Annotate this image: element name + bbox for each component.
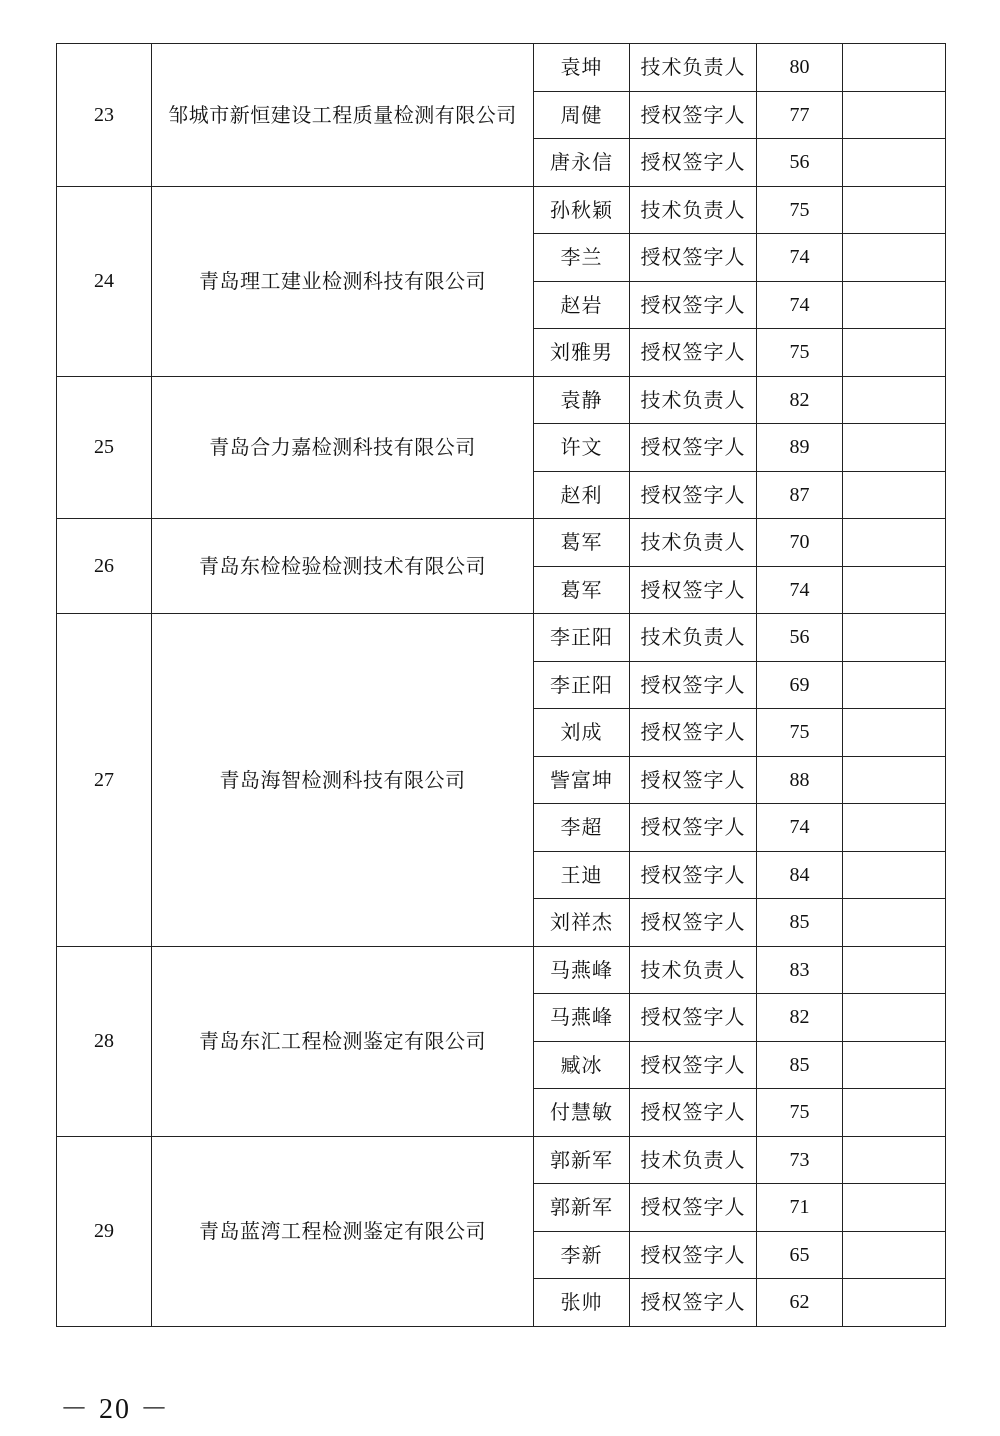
remark-cell [843, 1231, 946, 1279]
person-score: 56 [757, 614, 843, 662]
person-name: 臧冰 [534, 1041, 630, 1089]
person-name: 张帅 [534, 1279, 630, 1327]
person-name: 李正阳 [534, 661, 630, 709]
person-role: 技术负责人 [630, 376, 757, 424]
table-row [57, 1136, 946, 1184]
person-role: 授权签字人 [630, 709, 757, 757]
person-name: 訾富坤 [534, 756, 630, 804]
person-score: 75 [757, 709, 843, 757]
person-name: 王迪 [534, 851, 630, 899]
person-score: 56 [757, 139, 843, 187]
table-row [57, 519, 946, 567]
person-score: 62 [757, 1279, 843, 1327]
person-role: 授权签字人 [630, 851, 757, 899]
person-name: 赵岩 [534, 281, 630, 329]
table-row [57, 186, 946, 234]
person-role: 授权签字人 [630, 139, 757, 187]
group-number: 25 [57, 376, 152, 519]
remark-cell [843, 946, 946, 994]
person-name: 刘祥杰 [534, 899, 630, 947]
remark-cell [843, 329, 946, 377]
group-number: 29 [57, 1136, 152, 1326]
person-role: 授权签字人 [630, 471, 757, 519]
person-name: 郭新军 [534, 1136, 630, 1184]
remark-cell [843, 519, 946, 567]
person-role: 授权签字人 [630, 424, 757, 472]
person-score: 83 [757, 946, 843, 994]
person-role: 授权签字人 [630, 566, 757, 614]
person-score: 89 [757, 424, 843, 472]
table-row [57, 614, 946, 662]
company-name: 青岛东汇工程检测鉴定有限公司 [152, 946, 534, 1136]
remark-cell [843, 186, 946, 234]
person-score: 65 [757, 1231, 843, 1279]
person-score: 74 [757, 281, 843, 329]
person-name: 李正阳 [534, 614, 630, 662]
person-role: 技术负责人 [630, 946, 757, 994]
remark-cell [843, 614, 946, 662]
person-role: 授权签字人 [630, 756, 757, 804]
remark-cell [843, 1041, 946, 1089]
remark-cell [843, 899, 946, 947]
remark-cell [843, 471, 946, 519]
remark-cell [843, 851, 946, 899]
person-role: 技术负责人 [630, 519, 757, 567]
person-name: 李兰 [534, 234, 630, 282]
person-score: 80 [757, 44, 843, 92]
person-name: 周健 [534, 91, 630, 139]
person-score: 85 [757, 1041, 843, 1089]
person-name: 唐永信 [534, 139, 630, 187]
remark-cell [843, 44, 946, 92]
person-name: 马燕峰 [534, 994, 630, 1042]
person-score: 74 [757, 234, 843, 282]
person-score: 88 [757, 756, 843, 804]
group-number: 27 [57, 614, 152, 947]
remark-cell [843, 709, 946, 757]
person-role: 技术负责人 [630, 1136, 757, 1184]
person-role: 授权签字人 [630, 1089, 757, 1137]
person-score: 82 [757, 994, 843, 1042]
remark-cell [843, 804, 946, 852]
person-name: 郭新军 [534, 1184, 630, 1232]
person-score: 75 [757, 186, 843, 234]
person-role: 授权签字人 [630, 234, 757, 282]
remark-cell [843, 1136, 946, 1184]
table-row [57, 946, 946, 994]
person-score: 69 [757, 661, 843, 709]
group-number: 28 [57, 946, 152, 1136]
person-role: 授权签字人 [630, 899, 757, 947]
company-name: 青岛东检检验检测技术有限公司 [152, 519, 534, 614]
person-score: 77 [757, 91, 843, 139]
person-name: 袁坤 [534, 44, 630, 92]
person-name: 李超 [534, 804, 630, 852]
person-name: 孙秋颖 [534, 186, 630, 234]
company-name: 邹城市新恒建设工程质量检测有限公司 [152, 44, 534, 187]
person-name: 马燕峰 [534, 946, 630, 994]
person-name: 刘雅男 [534, 329, 630, 377]
person-name: 袁静 [534, 376, 630, 424]
remark-cell [843, 566, 946, 614]
person-score: 73 [757, 1136, 843, 1184]
results-table [56, 43, 946, 1327]
table-row [57, 44, 946, 92]
person-score: 75 [757, 1089, 843, 1137]
remark-cell [843, 994, 946, 1042]
person-role: 授权签字人 [630, 1184, 757, 1232]
person-role: 授权签字人 [630, 804, 757, 852]
person-role: 技术负责人 [630, 186, 757, 234]
person-name: 李新 [534, 1231, 630, 1279]
person-role: 授权签字人 [630, 281, 757, 329]
company-name: 青岛理工建业检测科技有限公司 [152, 186, 534, 376]
remark-cell [843, 1089, 946, 1137]
person-role: 授权签字人 [630, 661, 757, 709]
table-row [57, 376, 946, 424]
person-name: 葛军 [534, 566, 630, 614]
person-role: 授权签字人 [630, 91, 757, 139]
person-name: 赵利 [534, 471, 630, 519]
person-role: 授权签字人 [630, 994, 757, 1042]
company-name: 青岛蓝湾工程检测鉴定有限公司 [152, 1136, 534, 1326]
person-score: 71 [757, 1184, 843, 1232]
person-role: 授权签字人 [630, 1041, 757, 1089]
person-role: 技术负责人 [630, 44, 757, 92]
person-role: 授权签字人 [630, 1279, 757, 1327]
company-name: 青岛海智检测科技有限公司 [152, 614, 534, 947]
person-score: 70 [757, 519, 843, 567]
person-name: 许文 [534, 424, 630, 472]
person-name: 刘成 [534, 709, 630, 757]
person-role: 技术负责人 [630, 614, 757, 662]
person-name: 葛军 [534, 519, 630, 567]
page-number: － 20 － [60, 1394, 171, 1425]
person-score: 82 [757, 376, 843, 424]
remark-cell [843, 281, 946, 329]
results-table-body [57, 44, 946, 1327]
remark-cell [843, 1184, 946, 1232]
group-number: 23 [57, 44, 152, 187]
group-number: 26 [57, 519, 152, 614]
company-name: 青岛合力嘉检测科技有限公司 [152, 376, 534, 519]
group-number: 24 [57, 186, 152, 376]
remark-cell [843, 424, 946, 472]
remark-cell [843, 91, 946, 139]
person-score: 74 [757, 804, 843, 852]
person-score: 84 [757, 851, 843, 899]
remark-cell [843, 756, 946, 804]
remark-cell [843, 376, 946, 424]
person-score: 75 [757, 329, 843, 377]
person-role: 授权签字人 [630, 329, 757, 377]
remark-cell [843, 661, 946, 709]
person-name: 付慧敏 [534, 1089, 630, 1137]
remark-cell [843, 139, 946, 187]
person-score: 85 [757, 899, 843, 947]
person-score: 74 [757, 566, 843, 614]
person-score: 87 [757, 471, 843, 519]
remark-cell [843, 234, 946, 282]
remark-cell [843, 1279, 946, 1327]
person-role: 授权签字人 [630, 1231, 757, 1279]
